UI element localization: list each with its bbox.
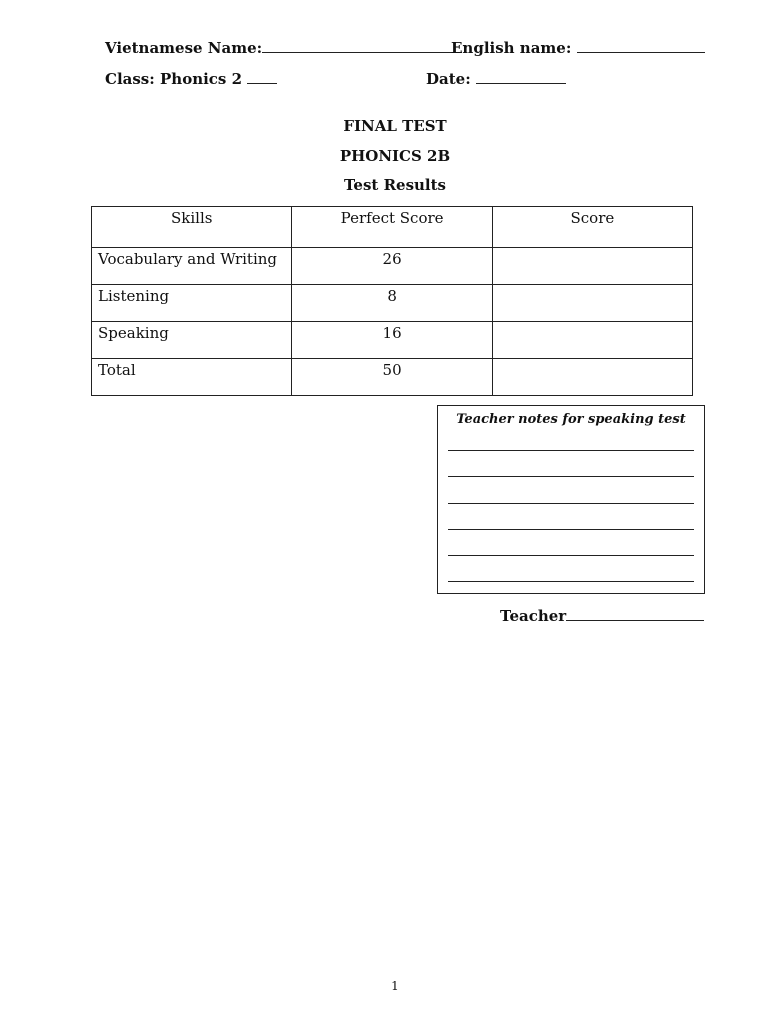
teacher-signature-field <box>500 606 704 625</box>
table-header-row <box>92 207 693 248</box>
date-field <box>426 69 566 88</box>
vietnamese-name-blank <box>262 38 462 53</box>
perfect-score-cell: 8 <box>292 285 492 322</box>
table-row <box>92 248 693 285</box>
table-row <box>92 322 693 359</box>
score-cell[interactable] <box>492 322 692 359</box>
header-skills: Skills <box>92 207 292 248</box>
score-cell[interactable] <box>492 285 692 322</box>
teacher-notes-title: Teacher notes for speaking test <box>456 412 686 427</box>
skill-cell: Listening <box>92 285 292 322</box>
perfect-score-cell: 50 <box>292 359 492 396</box>
header-score: Score <box>492 207 692 248</box>
notes-line[interactable] <box>448 503 694 504</box>
class-blank <box>247 69 277 84</box>
title-test-results: Test Results <box>343 176 446 194</box>
notes-line[interactable] <box>448 555 694 556</box>
class-field <box>105 69 277 88</box>
vietnamese-name-label: Vietnamese Name: <box>105 39 263 57</box>
skill-cell: Speaking <box>92 322 292 359</box>
table-row <box>92 359 693 396</box>
date-label: Date: <box>426 70 471 88</box>
notes-line[interactable] <box>448 529 694 530</box>
perfect-score-cell: 16 <box>292 322 492 359</box>
date-blank <box>476 69 566 84</box>
notes-line[interactable] <box>448 581 694 582</box>
perfect-score-cell: 26 <box>292 248 492 285</box>
english-name-label: English name: <box>451 39 572 57</box>
page-number: 1 <box>391 979 399 993</box>
teacher-label: Teacher <box>500 607 567 625</box>
skill-cell: Vocabulary and Writing <box>92 248 292 285</box>
skill-cell: Total <box>92 359 292 396</box>
score-cell[interactable] <box>492 248 692 285</box>
vietnamese-name-field <box>105 38 462 57</box>
title-phonics: PHONICS 2B <box>339 147 451 165</box>
results-table <box>91 206 693 396</box>
table-row <box>92 285 693 322</box>
notes-line[interactable] <box>448 450 694 451</box>
notes-line[interactable] <box>448 476 694 477</box>
class-label: Class: Phonics 2 <box>105 70 243 88</box>
title-final-test: FINAL TEST <box>343 117 447 135</box>
teacher-signature-blank[interactable] <box>566 606 704 621</box>
teacher-notes-box <box>437 405 705 594</box>
score-cell[interactable] <box>492 359 692 396</box>
header-perfect-score: Perfect Score <box>292 207 492 248</box>
english-name-blank <box>577 38 705 53</box>
english-name-field <box>451 38 705 57</box>
